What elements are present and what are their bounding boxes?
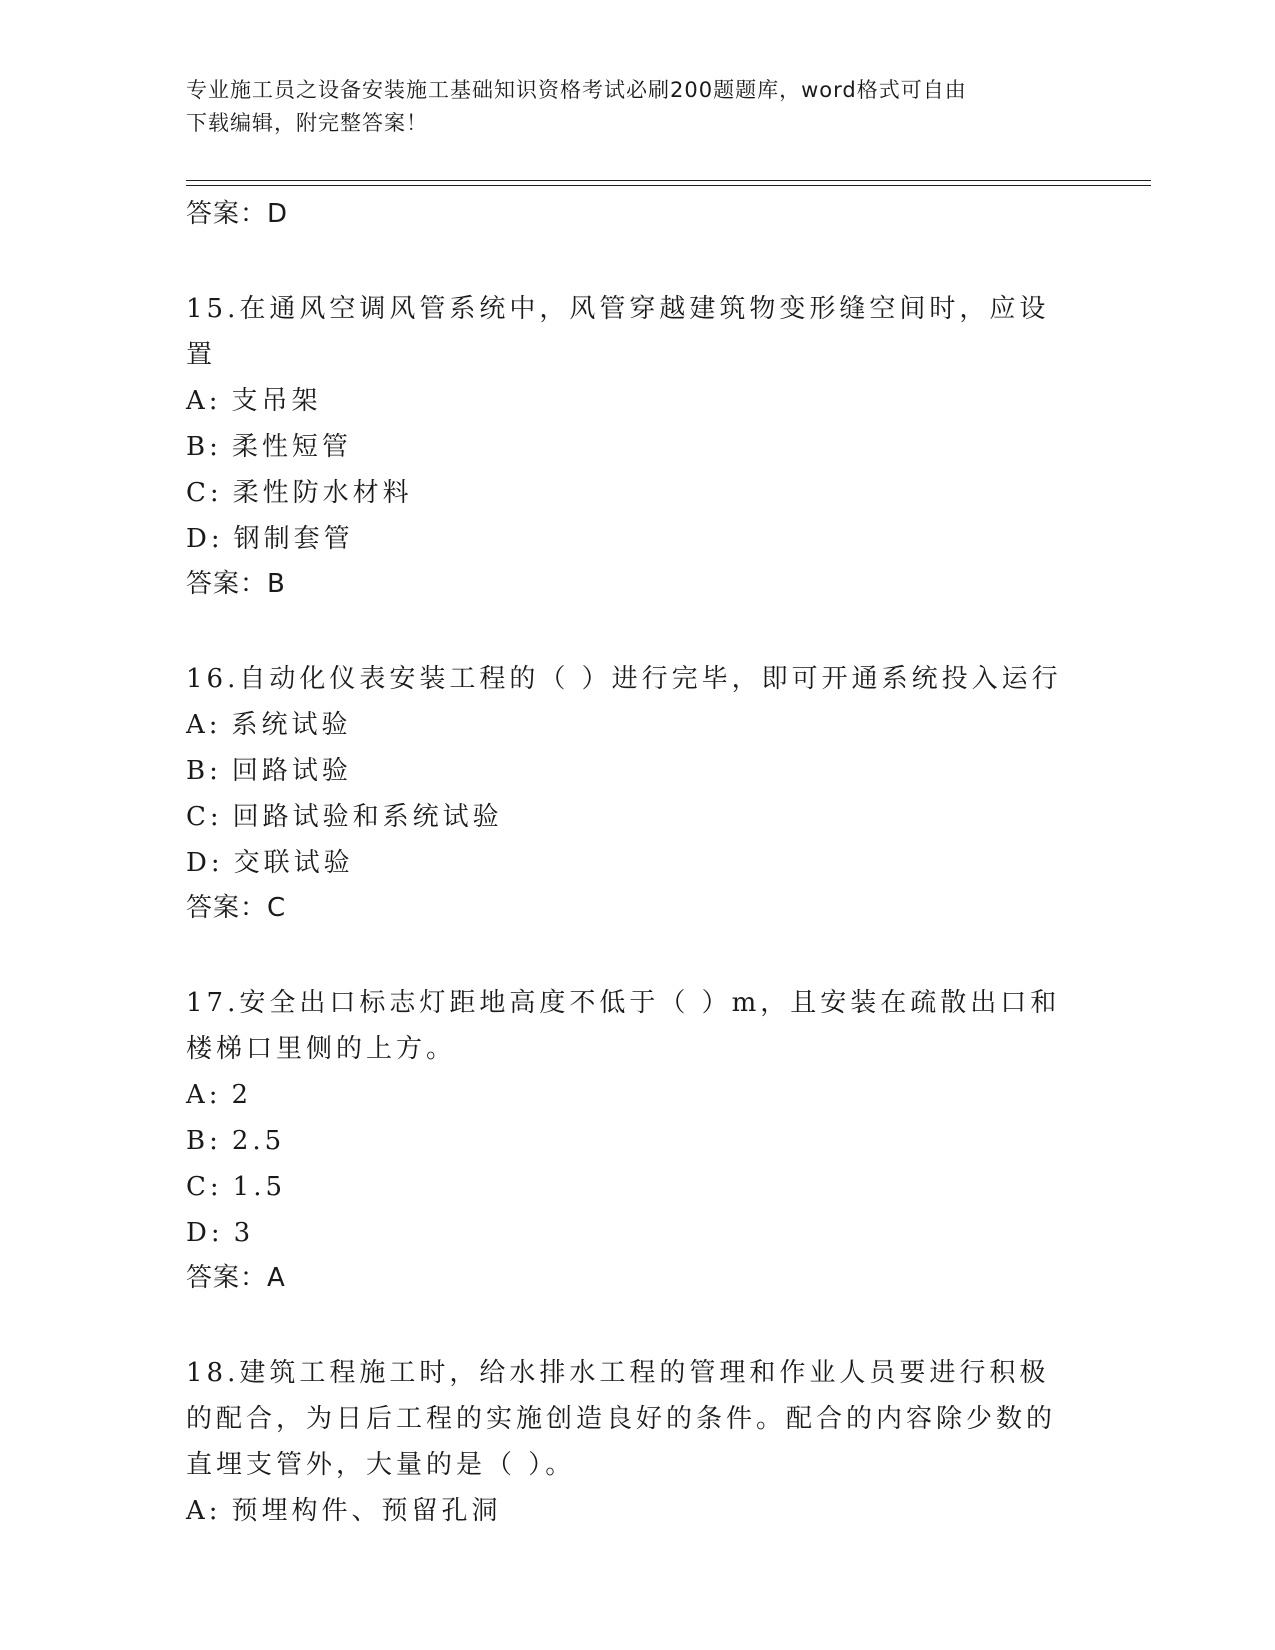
header-divider-top bbox=[186, 180, 1151, 181]
option-key: A: bbox=[186, 1080, 222, 1110]
question-text: 16.自动化仪表安装工程的（ ）进行完毕，即可开通系统投入运行 bbox=[186, 664, 1062, 694]
option-key: C: bbox=[186, 478, 223, 508]
option-key: C: bbox=[186, 802, 223, 832]
option-text: 3 bbox=[233, 1218, 255, 1248]
option-d bbox=[186, 516, 1086, 562]
option-text: 柔性短管 bbox=[231, 432, 352, 462]
option-text: 2 bbox=[231, 1080, 253, 1110]
option-c bbox=[186, 794, 1086, 840]
option-d bbox=[186, 840, 1086, 886]
question-text: 17.安全出口标志灯距地高度不低于（ ）m，且安装在疏散出口和楼梯口里侧的上方。 bbox=[186, 988, 1061, 1064]
question-block bbox=[186, 1350, 1086, 1534]
option-key: A: bbox=[186, 1496, 222, 1526]
option-a bbox=[186, 1072, 1086, 1118]
option-key: B: bbox=[186, 1126, 222, 1156]
option-b bbox=[186, 424, 1086, 470]
option-key: C: bbox=[186, 1172, 223, 1202]
question-block bbox=[186, 286, 1086, 606]
option-a bbox=[186, 702, 1086, 748]
option-text: 系统试验 bbox=[231, 710, 352, 740]
answer-line: 答案：D bbox=[186, 199, 289, 229]
option-d bbox=[186, 1210, 1086, 1256]
answer-line: 答案：C bbox=[186, 893, 287, 923]
option-b bbox=[186, 1118, 1086, 1164]
option-text: 2.5 bbox=[231, 1126, 286, 1156]
document-header bbox=[186, 74, 1066, 140]
option-c bbox=[186, 1164, 1086, 1210]
question-block bbox=[186, 656, 1086, 930]
option-text: 钢制套管 bbox=[233, 524, 354, 554]
option-b bbox=[186, 748, 1086, 794]
answer-line: 答案：B bbox=[186, 569, 286, 599]
question-text: 18.建筑工程施工时，给水排水工程的管理和作业人员要进行积极的配合，为日后工程的实施创造良好的条件。配合的内容除少数的直埋支管外，大量的是（ ）。 bbox=[186, 1358, 1057, 1480]
option-key: D: bbox=[186, 1218, 224, 1248]
question-text: 15.在通风空调风管系统中，风管穿越建筑物变形缝空间时，应设置 bbox=[186, 294, 1050, 370]
option-text: 1.5 bbox=[232, 1172, 287, 1202]
option-text: 柔性防水材料 bbox=[232, 478, 413, 508]
answer-line: 答案：A bbox=[186, 1263, 286, 1293]
question-block bbox=[186, 980, 1086, 1300]
header-line-2: 下载编辑，附完整答案！ bbox=[186, 111, 428, 135]
option-key: D: bbox=[186, 524, 224, 554]
option-key: B: bbox=[186, 756, 222, 786]
option-key: B: bbox=[186, 432, 222, 462]
option-text: 预埋构件、预留孔洞 bbox=[231, 1496, 502, 1526]
option-text: 交联试验 bbox=[233, 848, 354, 878]
option-c bbox=[186, 470, 1086, 516]
option-text: 回路试验和系统试验 bbox=[232, 802, 503, 832]
option-key: D: bbox=[186, 848, 224, 878]
option-text: 支吊架 bbox=[231, 386, 322, 416]
header-divider-bottom bbox=[186, 185, 1151, 186]
question-list bbox=[186, 192, 1086, 1534]
option-a bbox=[186, 1488, 1086, 1534]
option-key: A: bbox=[186, 710, 222, 740]
option-a bbox=[186, 378, 1086, 424]
option-key: A: bbox=[186, 386, 222, 416]
header-line-1: 专业施工员之设备安装施工基础知识资格考试必刷200题题库，word格式可自由 bbox=[186, 78, 967, 102]
option-text: 回路试验 bbox=[231, 756, 352, 786]
